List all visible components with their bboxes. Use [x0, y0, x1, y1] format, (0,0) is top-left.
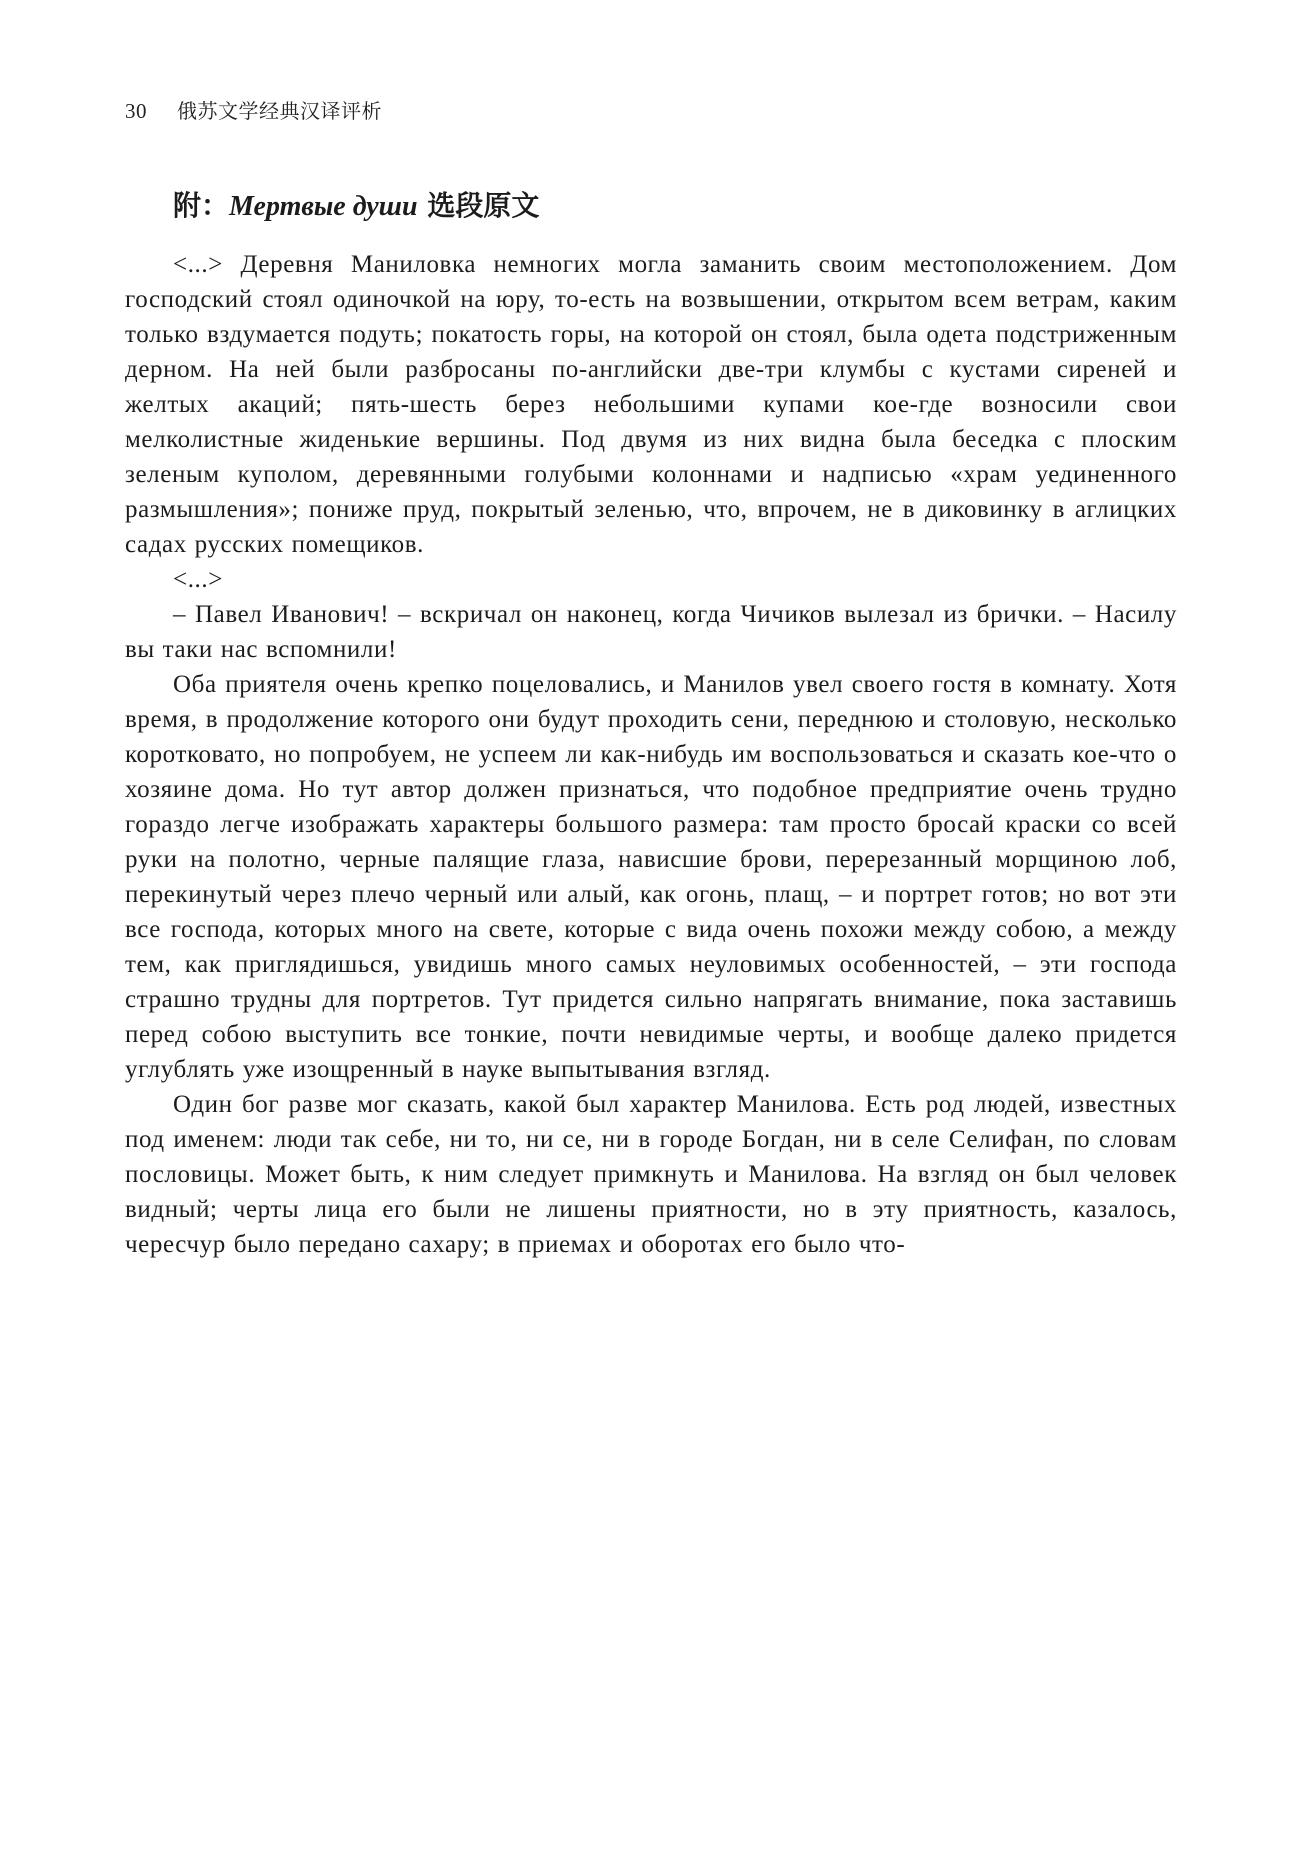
paragraph-dialogue: – Павел Иванович! – вскричал он наконец, когда Чичиков вылезал из брички. – Насилу вы таки нас вспомнили!: [125, 601, 1177, 664]
heading-suffix: 选段原文: [417, 189, 540, 222]
heading-work-title: Мертвые души: [229, 191, 418, 222]
section-heading: [173, 188, 1177, 225]
paragraph-excerpt-1: <...> Деревня Маниловка немногих могла заманить своим местоположением. Дом господский стоял одиночкой на юру, то-есть на возвышении, открытом всем ветрам, каким только вздумается подуть; покатость горы, на которой он стоял, была одета подстриженным дерном. На ней были разбросаны по-английски две-три клумбы с кустами сиреней и желтых акаций; пять-шесть берез небольшими купами кое-где возносили свои мелколистные жиденькие вершины. Под двумя из них видна была беседка с плоским зеленым куполом, деревянными голубыми колоннами и надписью «храм уединенного размышления»; пониже пруд, покрытый зеленью, что, впрочем, не в диковинку в аглицких садах русских помещиков.: [125, 251, 1177, 559]
page-number: 30: [125, 99, 147, 123]
page-body: [125, 188, 1177, 1262]
paragraph-excerpt-2: Оба приятеля очень крепко поцеловались, и Манилов увел своего гостя в комнату. Хотя время, в продолжение которого они будут проходить сени, переднюю и столовую, несколько коротковато, но попробуем, не успеем ли как-нибудь им воспользоваться и сказать кое-что о хозяине дома. Но тут автор должен признаться, что подобное предприятие очень трудно гораздо легче изображать характеры большого размера: там просто бросай краски со всей руки на полотно, черные палящие глаза, нависшие брови, перерезанный морщиною лоб, перекинутый через плечо черный или алый, как огонь, плащ, – и портрет готов; но вот эти все господа, которых много на свете, которые с вида очень похожи между собою, а между тем, как приглядишься, увидишь много самых неуловимых особенностей, – эти господа страшно трудны для портретов. Тут придется сильно напрягать внимание, пока заставишь перед собою выступить все тонкие, почти невидимые черты, и вообще далеко придется углублять уже изощренный в науке выпытывания взгляд.: [125, 671, 1177, 1084]
heading-prefix: 附：: [173, 189, 230, 222]
book-title: 俄苏文学经典汉译评析: [177, 99, 382, 123]
paragraph-excerpt-3: Один бог разве мог сказать, какой был характер Манилова. Есть род людей, известных под именем: люди так себе, ни то, ни се, ни в городе Богдан, ни в селе Селифан, по словам пословицы. Может быть, к ним следует примкнуть и Манилова. На взгляд он был человек видный; черты лица его были не лишены приятности, но в эту приятность, казалось, чересчур было передано сахару; в приемах и оборотах его было что-: [125, 1091, 1177, 1259]
paragraph-ellipsis: <...>: [173, 566, 223, 594]
page-header: [125, 95, 1177, 124]
